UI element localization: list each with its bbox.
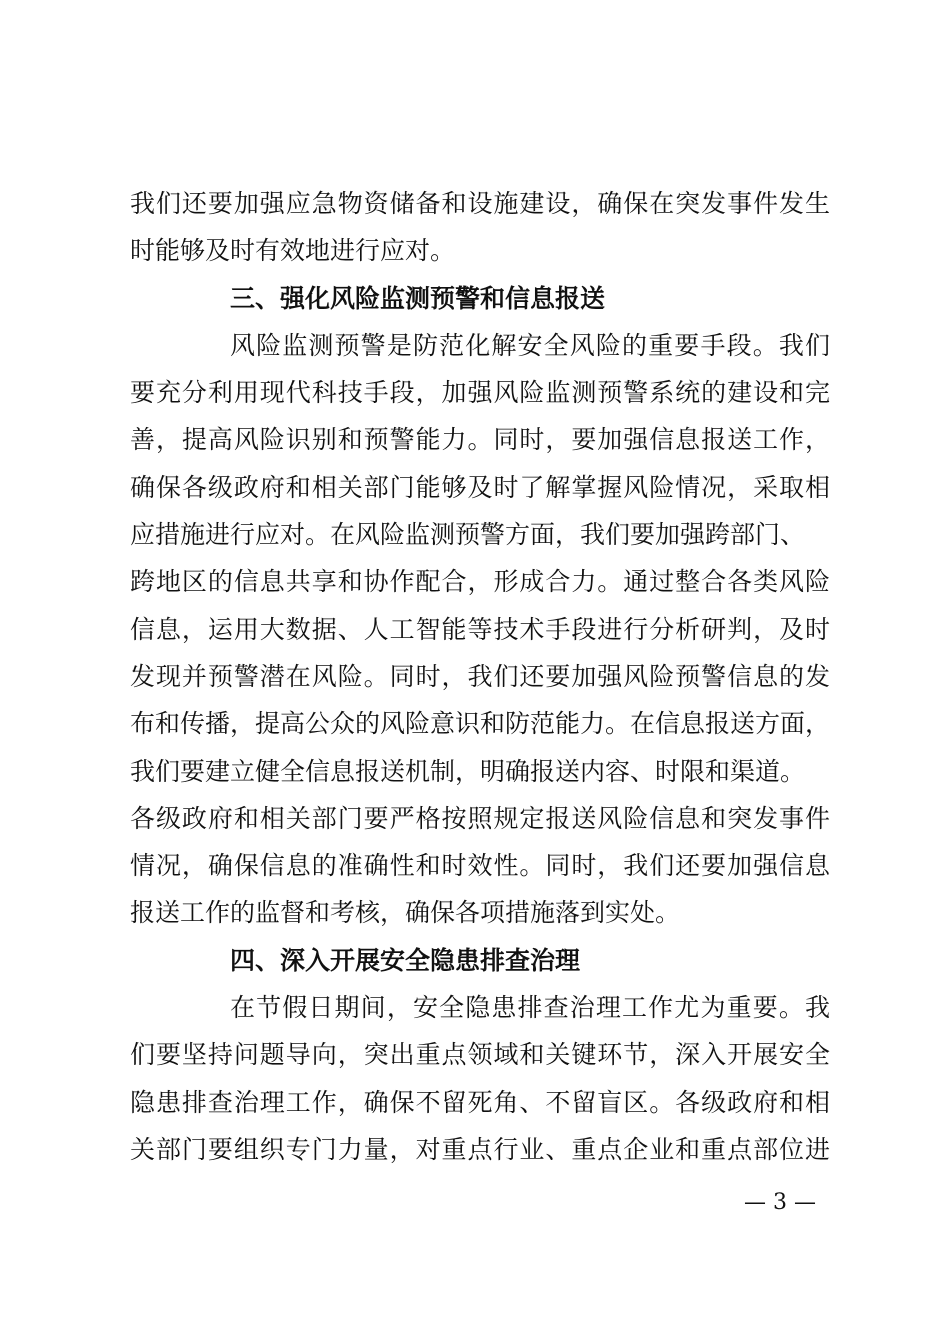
paragraph-line: 各级政府和相关部门要严格按照规定报送风险信息和突发事件	[130, 803, 830, 833]
paragraph-line: 我们还要加强应急物资储备和设施建设，确保在突发事件发生	[130, 189, 830, 218]
paragraph-line: 发现并预警潜在风险。同时，我们还要加强风险预警信息的发	[130, 661, 830, 691]
paragraph-line: 信息，运用大数据、人工智能等技术手段进行分析研判，及时	[130, 614, 830, 644]
page-number: — 3 —	[744, 1190, 816, 1215]
section-heading: 四、深入开展安全隐患排查治理	[230, 945, 581, 975]
paragraph-line: 情况，确保信息的准确性和时效性。同时，我们还要加强信息	[130, 851, 830, 881]
section-heading: 三、强化风险监测预警和信息报送	[230, 283, 606, 313]
paragraph-line: 风险监测预警是防范化解安全风险的重要手段。我们	[230, 330, 830, 360]
paragraph-line: 要充分利用现代科技手段，加强风险监测预警系统的建设和完	[130, 378, 830, 408]
body-text	[130, 180, 830, 1173]
paragraph-line: 时能够及时有效地进行应对。	[130, 236, 456, 266]
paragraph-line: 我们要建立健全信息报送机制，明确报送内容、时限和渠道。	[130, 756, 806, 786]
paragraph-line: 善，提高风险识别和预警能力。同时，要加强信息报送工作，	[130, 425, 830, 455]
paragraph-line: 隐患排查治理工作，确保不留死角、不留盲区。各级政府和相	[130, 1087, 830, 1117]
paragraph-line: 在节假日期间，安全隐患排查治理工作尤为重要。我	[230, 993, 830, 1023]
paragraph-line: 确保各级政府和相关部门能够及时了解掌握风险情况，采取相	[130, 472, 830, 502]
paragraph-line: 应措施进行应对。在风险监测预警方面，我们要加强跨部门、	[130, 520, 806, 550]
paragraph-line: 关部门要组织专门力量，对重点行业、重点企业和重点部位进	[130, 1134, 830, 1164]
paragraph-line: 报送工作的监督和考核，确保各项措施落到实处。	[130, 898, 681, 928]
paragraph-line: 布和传播，提高公众的风险意识和防范能力。在信息报送方面，	[130, 709, 831, 739]
paragraph-line: 跨地区的信息共享和协作配合，形成合力。通过整合各类风险	[130, 567, 830, 597]
paragraph-line: 们要坚持问题导向，突出重点领域和关键环节，深入开展安全	[130, 1040, 830, 1070]
